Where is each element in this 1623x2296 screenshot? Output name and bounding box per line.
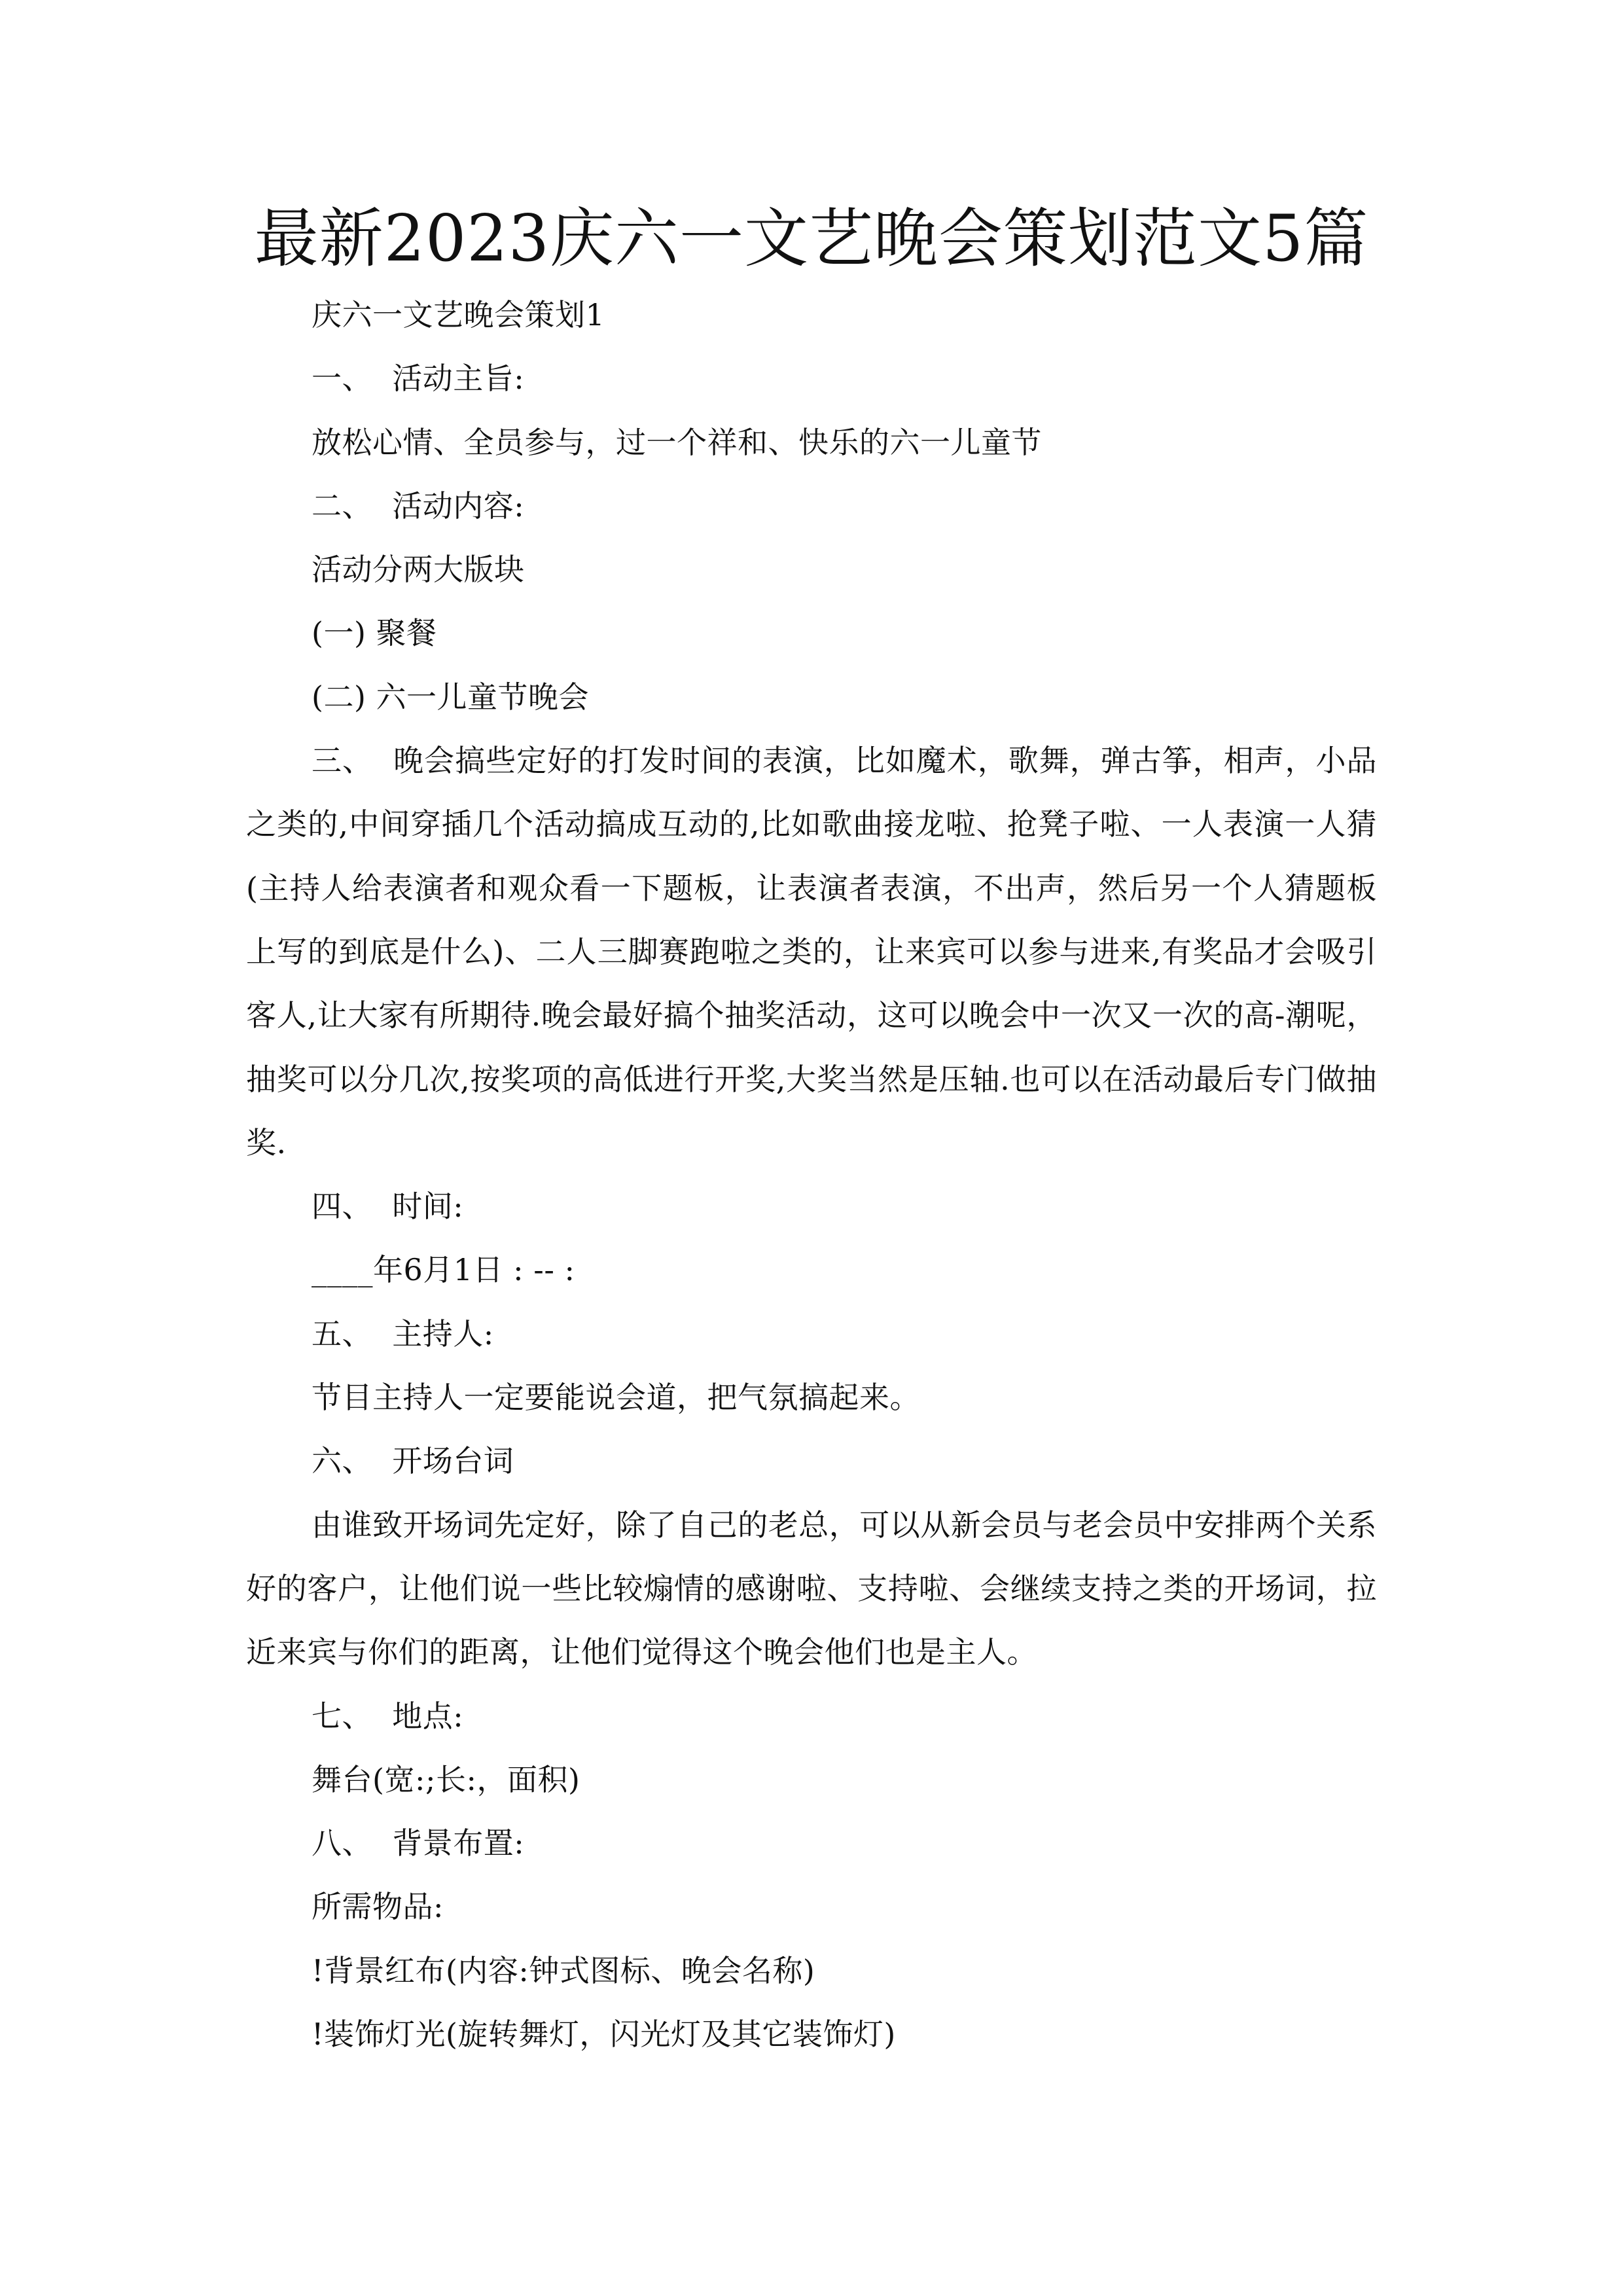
paragraph: 一、 活动主旨:: [312, 361, 525, 397]
paragraph: 三、 晚会搞些定好的打发时间的表演，比如魔术，歌舞，弹古筝，相声，小品之类的,中间穿插几个活动搞成互动的,比如歌曲接龙啦、抢凳子啦、一人表演一人猜(主持人给表演者和观众看一下题板，让表演者表演，不出声，然后另一个人猜题板上写的到底是什么)、二人三脚赛跑啦之类的，让来宾可以参与进来,有奖品才会吸引客人,让大家有所期待.晚会最好搞个抽奖活动，这可以晚会中一次又一次的高-潮呢，抽奖可以分几次,按奖项的高低进行开奖,大奖当然是压轴.也可以在活动最后专门做抽奖.: [246, 743, 1377, 1160]
paragraph: 由谁致开场词先定好，除了自己的老总，可以从新会员与老会员中安排两个关系好的客户，让他们说一些比较煽情的感谢啦、支持啦、会继续支持之类的开场词，拉近来宾与你们的距离，让他们觉得这个晚会他们也是主人。: [246, 1507, 1377, 1670]
paragraph: 舞台(宽:;长:，面积): [312, 1761, 580, 1797]
paragraph: ____年6月1日 : -- :: [312, 1252, 575, 1288]
paragraph: !背景红布(内容:钟式图标、晚会名称): [312, 1952, 815, 1988]
paragraph: 七、 地点:: [312, 1698, 464, 1734]
paragraph: 二、 活动内容:: [312, 488, 525, 524]
paragraph: 节目主持人一定要能说会道，把气氛搞起来。: [312, 1380, 920, 1416]
paragraph: (一) 聚餐: [312, 615, 437, 651]
paragraph: 八、 背景布置:: [312, 1825, 525, 1861]
paragraph: 庆六一文艺晚会策划1: [312, 297, 605, 332]
paragraph: 活动分两大版块: [312, 552, 525, 588]
paragraph: (二) 六一儿童节晚会: [312, 679, 590, 715]
paragraph: 六、 开场台词: [312, 1443, 514, 1479]
paragraph: !装饰灯光(旋转舞灯，闪光灯及其它装饰灯): [312, 2017, 896, 2053]
document-title: 最新2023庆六一文艺晚会策划范文5篇: [254, 202, 1369, 276]
document-body: [246, 283, 1377, 2066]
paragraph: 放松心情、全员参与，过一个祥和、快乐的六一儿童节: [312, 424, 1042, 460]
paragraph: 所需物品:: [312, 1889, 444, 1925]
paragraph: 四、 时间:: [312, 1189, 464, 1225]
paragraph: 五、 主持人:: [312, 1316, 494, 1352]
